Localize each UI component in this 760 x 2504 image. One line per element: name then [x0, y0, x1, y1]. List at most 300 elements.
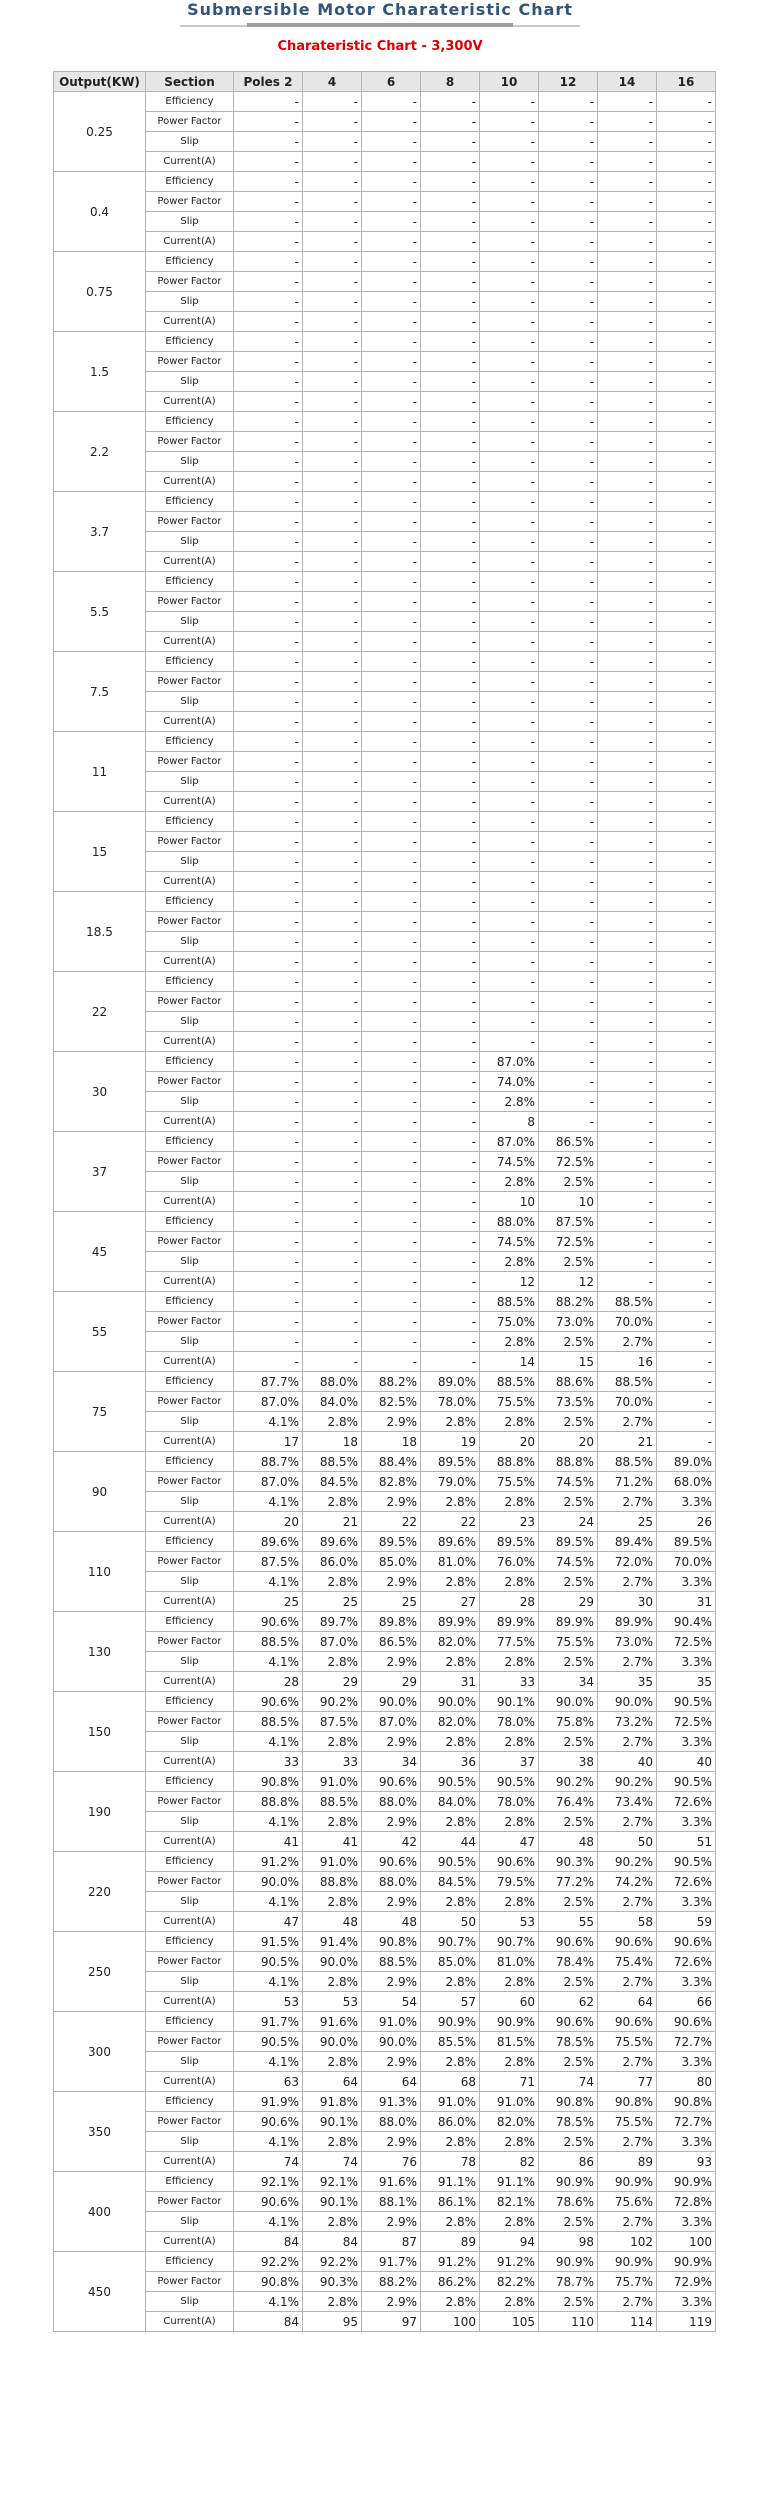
slip-value-cell: 2.8% [421, 1732, 480, 1752]
section-label-slip: Slip [146, 212, 234, 232]
power-factor-value-cell: 78.0% [480, 1792, 539, 1812]
section-label-current: Current(A) [146, 1192, 234, 1212]
section-label-power-factor: Power Factor [146, 1312, 234, 1332]
slip-value-cell: 4.1% [234, 1412, 303, 1432]
efficiency-value-cell: - [362, 652, 421, 672]
slip-value-cell: 2.8% [480, 1332, 539, 1352]
slip-value-cell: 4.1% [234, 1972, 303, 1992]
power-factor-value-cell: - [657, 592, 716, 612]
section-label-power-factor: Power Factor [146, 1712, 234, 1732]
power-factor-value-cell: - [421, 1152, 480, 1172]
efficiency-value-cell: 90.6% [362, 1772, 421, 1792]
efficiency-value-cell: - [421, 252, 480, 272]
current-value-cell: 16 [598, 1352, 657, 1372]
section-label-power-factor: Power Factor [146, 1952, 234, 1972]
slip-value-cell: 2.7% [598, 2052, 657, 2072]
slip-value-cell: 4.1% [234, 1492, 303, 1512]
current-value-cell: 30 [598, 1592, 657, 1612]
power-factor-value-cell: 75.7% [598, 2272, 657, 2292]
power-factor-value-cell: 75.8% [539, 1712, 598, 1732]
table-row [54, 552, 716, 572]
efficiency-value-cell: 90.6% [234, 1692, 303, 1712]
power-factor-value-cell: 75.0% [480, 1312, 539, 1332]
efficiency-value-cell: 91.8% [303, 2092, 362, 2112]
section-label-slip: Slip [146, 692, 234, 712]
power-factor-value-cell: 88.0% [362, 1792, 421, 1812]
slip-value-cell: - [303, 932, 362, 952]
table-row [54, 872, 716, 892]
efficiency-value-cell: - [657, 892, 716, 912]
efficiency-value-cell: 89.4% [598, 1532, 657, 1552]
current-value-cell: - [539, 152, 598, 172]
power-factor-value-cell: - [421, 272, 480, 292]
section-label-slip: Slip [146, 1652, 234, 1672]
table-row [54, 132, 716, 152]
section-label-power-factor: Power Factor [146, 2032, 234, 2052]
current-value-cell: 37 [480, 1752, 539, 1772]
slip-value-cell: 2.7% [598, 1412, 657, 1432]
section-label-efficiency: Efficiency [146, 1932, 234, 1952]
efficiency-value-cell: 91.4% [303, 1932, 362, 1952]
efficiency-value-cell: - [657, 412, 716, 432]
table-row [54, 312, 716, 332]
power-factor-value-cell: - [303, 992, 362, 1012]
current-value-cell: 77 [598, 2072, 657, 2092]
section-label-slip: Slip [146, 1572, 234, 1592]
slip-value-cell: - [421, 452, 480, 472]
power-factor-value-cell: - [234, 1312, 303, 1332]
power-factor-value-cell: 73.5% [539, 1392, 598, 1412]
efficiency-value-cell: - [657, 652, 716, 672]
table-row [54, 692, 716, 712]
table-row [54, 1632, 716, 1652]
power-factor-value-cell: 72.5% [657, 1712, 716, 1732]
efficiency-value-cell: - [362, 172, 421, 192]
slip-value-cell: - [657, 1172, 716, 1192]
efficiency-value-cell: - [539, 172, 598, 192]
power-factor-value-cell: 72.9% [657, 2272, 716, 2292]
section-label-power-factor: Power Factor [146, 592, 234, 612]
section-label-power-factor: Power Factor [146, 2272, 234, 2292]
section-label-current: Current(A) [146, 1512, 234, 1532]
slip-value-cell: - [362, 372, 421, 392]
header-output: Output(KW) [54, 72, 146, 92]
table-row [54, 512, 716, 532]
section-label-efficiency: Efficiency [146, 732, 234, 752]
power-factor-value-cell: - [539, 672, 598, 692]
power-factor-value-cell: 73.0% [598, 1632, 657, 1652]
current-value-cell: 71 [480, 2072, 539, 2092]
table-row [54, 1732, 716, 1752]
table-row [54, 1652, 716, 1672]
power-factor-value-cell: - [234, 272, 303, 292]
power-factor-value-cell: - [421, 112, 480, 132]
slip-value-cell: - [303, 1252, 362, 1272]
section-label-current: Current(A) [146, 1272, 234, 1292]
section-label-slip: Slip [146, 852, 234, 872]
current-value-cell: - [539, 312, 598, 332]
power-factor-value-cell: 72.5% [539, 1232, 598, 1252]
power-factor-value-cell: - [362, 1312, 421, 1332]
table-row [54, 492, 716, 512]
current-value-cell: - [421, 1272, 480, 1292]
power-factor-value-cell: 74.5% [539, 1552, 598, 1572]
section-label-efficiency: Efficiency [146, 572, 234, 592]
table-row [54, 752, 716, 772]
current-value-cell: 18 [303, 1432, 362, 1452]
slip-value-cell: 2.8% [480, 1812, 539, 1832]
slip-value-cell: - [421, 292, 480, 312]
current-value-cell: 29 [539, 1592, 598, 1612]
power-factor-value-cell: 74.5% [480, 1232, 539, 1252]
slip-value-cell: 3.3% [657, 1732, 716, 1752]
efficiency-value-cell: 89.5% [362, 1532, 421, 1552]
efficiency-value-cell: 90.8% [598, 2092, 657, 2112]
power-factor-value-cell: - [303, 672, 362, 692]
current-value-cell: - [362, 392, 421, 412]
efficiency-value-cell: - [539, 332, 598, 352]
slip-value-cell: - [362, 132, 421, 152]
slip-value-cell: 2.8% [303, 1412, 362, 1432]
power-factor-value-cell: 81.0% [480, 1952, 539, 1972]
current-value-cell: 26 [657, 1512, 716, 1532]
current-value-cell: 74 [303, 2152, 362, 2172]
slip-value-cell: - [598, 612, 657, 632]
efficiency-value-cell: - [303, 732, 362, 752]
output-kw-cell: 130 [54, 1612, 146, 1692]
table-row [54, 1892, 716, 1912]
current-value-cell: - [598, 472, 657, 492]
table-row [54, 1872, 716, 1892]
slip-value-cell: - [362, 852, 421, 872]
slip-value-cell: - [421, 772, 480, 792]
slip-value-cell: - [657, 1092, 716, 1112]
current-value-cell: 48 [303, 1912, 362, 1932]
table-row [54, 1052, 716, 1072]
section-label-slip: Slip [146, 292, 234, 312]
power-factor-value-cell: 88.1% [362, 2192, 421, 2212]
current-value-cell: - [362, 1352, 421, 1372]
current-value-cell: - [421, 232, 480, 252]
current-value-cell: - [657, 1432, 716, 1452]
slip-value-cell: - [303, 292, 362, 312]
current-value-cell: 20 [234, 1512, 303, 1532]
slip-value-cell: 2.5% [539, 2292, 598, 2312]
current-value-cell: - [234, 1192, 303, 1212]
slip-value-cell: 2.8% [480, 1572, 539, 1592]
table-row [54, 2112, 716, 2132]
current-value-cell: - [421, 792, 480, 812]
slip-value-cell: 2.8% [303, 2052, 362, 2072]
table-row [54, 2152, 716, 2172]
current-value-cell: - [303, 632, 362, 652]
slip-value-cell: 2.8% [303, 1572, 362, 1592]
efficiency-value-cell: - [303, 172, 362, 192]
power-factor-value-cell: 78.4% [539, 1952, 598, 1972]
efficiency-value-cell: 90.1% [480, 1692, 539, 1712]
power-factor-value-cell: 88.5% [234, 1632, 303, 1652]
slip-value-cell: 2.8% [421, 1412, 480, 1432]
slip-value-cell: 2.9% [362, 2052, 421, 2072]
power-factor-value-cell: 72.7% [657, 2112, 716, 2132]
efficiency-value-cell: - [362, 492, 421, 512]
current-value-cell: 74 [234, 2152, 303, 2172]
power-factor-value-cell: - [539, 432, 598, 452]
slip-value-cell: 2.5% [539, 1252, 598, 1272]
table-row [54, 412, 716, 432]
slip-value-cell: 2.8% [480, 1092, 539, 1112]
power-factor-value-cell: 87.0% [362, 1712, 421, 1732]
table-row [54, 772, 716, 792]
slip-value-cell: 2.7% [598, 1972, 657, 1992]
power-factor-value-cell: - [657, 1232, 716, 1252]
power-factor-value-cell: 75.5% [598, 2032, 657, 2052]
header-poles-16: 16 [657, 72, 716, 92]
power-factor-value-cell: - [362, 112, 421, 132]
current-value-cell: 25 [598, 1512, 657, 1532]
power-factor-value-cell: 88.0% [362, 2112, 421, 2132]
current-value-cell: 74 [539, 2072, 598, 2092]
efficiency-value-cell: - [421, 1052, 480, 1072]
power-factor-value-cell: - [421, 592, 480, 612]
section-label-efficiency: Efficiency [146, 92, 234, 112]
slip-value-cell: - [421, 212, 480, 232]
power-factor-value-cell: - [303, 432, 362, 452]
section-label-slip: Slip [146, 1812, 234, 1832]
output-kw-cell: 90 [54, 1452, 146, 1532]
current-value-cell: - [303, 472, 362, 492]
section-label-power-factor: Power Factor [146, 912, 234, 932]
power-factor-value-cell: 90.5% [234, 1952, 303, 1972]
slip-value-cell: - [539, 132, 598, 152]
table-row [54, 1832, 716, 1852]
table-row [54, 292, 716, 312]
section-label-power-factor: Power Factor [146, 1872, 234, 1892]
current-value-cell: - [421, 552, 480, 572]
table-row [54, 1952, 716, 1972]
section-label-current: Current(A) [146, 712, 234, 732]
current-value-cell: - [480, 792, 539, 812]
slip-value-cell: 2.8% [480, 1732, 539, 1752]
current-value-cell: - [234, 1272, 303, 1292]
slip-value-cell: - [480, 212, 539, 232]
table-row [54, 1252, 716, 1272]
efficiency-value-cell: 90.6% [598, 1932, 657, 1952]
power-factor-value-cell: - [362, 912, 421, 932]
section-label-current: Current(A) [146, 152, 234, 172]
efficiency-value-cell: 87.5% [539, 1212, 598, 1232]
slip-value-cell: 2.8% [480, 2052, 539, 2072]
section-label-current: Current(A) [146, 1112, 234, 1132]
current-value-cell: 110 [539, 2312, 598, 2332]
efficiency-value-cell: - [480, 492, 539, 512]
power-factor-value-cell: 87.0% [234, 1472, 303, 1492]
slip-value-cell: - [234, 1172, 303, 1192]
table-row [54, 1532, 716, 1552]
section-label-slip: Slip [146, 1732, 234, 1752]
slip-value-cell: - [539, 452, 598, 472]
current-value-cell: 53 [234, 1992, 303, 2012]
table-row [54, 1392, 716, 1412]
section-label-current: Current(A) [146, 2232, 234, 2252]
efficiency-value-cell: - [657, 1052, 716, 1072]
current-value-cell: 36 [421, 1752, 480, 1772]
power-factor-value-cell: - [539, 752, 598, 772]
efficiency-value-cell: 89.7% [303, 1612, 362, 1632]
efficiency-value-cell: - [657, 492, 716, 512]
efficiency-value-cell: - [539, 412, 598, 432]
slip-value-cell: 3.3% [657, 2132, 716, 2152]
current-value-cell: 76 [362, 2152, 421, 2172]
efficiency-value-cell: 89.9% [598, 1612, 657, 1632]
efficiency-value-cell: - [362, 252, 421, 272]
output-kw-cell: 220 [54, 1852, 146, 1932]
slip-value-cell: - [362, 532, 421, 552]
slip-value-cell: - [539, 372, 598, 392]
slip-value-cell: 2.9% [362, 1892, 421, 1912]
efficiency-value-cell: 90.2% [303, 1692, 362, 1712]
table-row [54, 272, 716, 292]
power-factor-value-cell: 90.1% [303, 2112, 362, 2132]
section-label-slip: Slip [146, 1332, 234, 1352]
table-row [54, 832, 716, 852]
efficiency-value-cell: - [421, 732, 480, 752]
header-poles-4: 4 [303, 72, 362, 92]
efficiency-value-cell: - [657, 972, 716, 992]
efficiency-value-cell: - [421, 892, 480, 912]
efficiency-value-cell: 90.5% [480, 1772, 539, 1792]
slip-value-cell: 2.9% [362, 1972, 421, 1992]
current-value-cell: - [598, 1272, 657, 1292]
slip-value-cell: - [234, 932, 303, 952]
slip-value-cell: - [303, 612, 362, 632]
slip-value-cell: - [539, 1012, 598, 1032]
current-value-cell: - [657, 1272, 716, 1292]
slip-value-cell: 2.5% [539, 1732, 598, 1752]
section-label-power-factor: Power Factor [146, 512, 234, 532]
power-factor-value-cell: - [598, 1152, 657, 1172]
section-label-current: Current(A) [146, 232, 234, 252]
current-value-cell: - [234, 232, 303, 252]
efficiency-value-cell: 87.0% [480, 1132, 539, 1152]
slip-value-cell: 2.8% [303, 2212, 362, 2232]
slip-value-cell: - [480, 1012, 539, 1032]
power-factor-value-cell: - [421, 912, 480, 932]
power-factor-value-cell: - [362, 992, 421, 1012]
power-factor-value-cell: 73.4% [598, 1792, 657, 1812]
current-value-cell: 20 [480, 1432, 539, 1452]
current-value-cell: 98 [539, 2232, 598, 2252]
section-label-slip: Slip [146, 532, 234, 552]
efficiency-value-cell: - [303, 252, 362, 272]
current-value-cell: - [303, 392, 362, 412]
efficiency-value-cell: 89.0% [421, 1372, 480, 1392]
slip-value-cell: - [657, 1252, 716, 1272]
efficiency-value-cell: - [303, 92, 362, 112]
slip-value-cell: 2.7% [598, 2292, 657, 2312]
slip-value-cell: - [303, 1172, 362, 1192]
current-value-cell: - [303, 1032, 362, 1052]
table-row [54, 1372, 716, 1392]
current-value-cell: - [421, 1032, 480, 1052]
current-value-cell: - [362, 152, 421, 172]
table-row [54, 712, 716, 732]
current-value-cell: - [303, 1192, 362, 1212]
efficiency-value-cell: 88.2% [362, 1372, 421, 1392]
current-value-cell: - [598, 632, 657, 652]
efficiency-value-cell: - [598, 652, 657, 672]
current-value-cell: 84 [303, 2232, 362, 2252]
power-factor-value-cell: 74.2% [598, 1872, 657, 1892]
efficiency-value-cell: 90.9% [598, 2172, 657, 2192]
current-value-cell: - [598, 1192, 657, 1212]
power-factor-value-cell: - [362, 592, 421, 612]
power-factor-value-cell: 72.6% [657, 1872, 716, 1892]
power-factor-value-cell: 90.1% [303, 2192, 362, 2212]
efficiency-value-cell: - [303, 492, 362, 512]
power-factor-value-cell: - [539, 512, 598, 532]
table-row [54, 2232, 716, 2252]
current-value-cell: - [362, 232, 421, 252]
section-label-power-factor: Power Factor [146, 2192, 234, 2212]
current-value-cell: - [657, 632, 716, 652]
slip-value-cell: 2.7% [598, 2212, 657, 2232]
table-row [54, 372, 716, 392]
current-value-cell: - [657, 152, 716, 172]
current-value-cell: 94 [480, 2232, 539, 2252]
current-value-cell: - [234, 792, 303, 812]
slip-value-cell: - [234, 1332, 303, 1352]
current-value-cell: - [234, 472, 303, 492]
power-factor-value-cell: 77.2% [539, 1872, 598, 1892]
current-value-cell: 25 [303, 1592, 362, 1612]
power-factor-value-cell: - [303, 752, 362, 772]
efficiency-value-cell: 90.6% [234, 1612, 303, 1632]
slip-value-cell: 2.8% [421, 2212, 480, 2232]
power-factor-value-cell: - [362, 512, 421, 532]
power-factor-value-cell: - [598, 1232, 657, 1252]
slip-value-cell: - [234, 612, 303, 632]
current-value-cell: - [234, 952, 303, 972]
section-label-slip: Slip [146, 2292, 234, 2312]
slip-value-cell: 4.1% [234, 1812, 303, 1832]
slip-value-cell: 2.8% [303, 1492, 362, 1512]
output-kw-cell: 75 [54, 1372, 146, 1452]
current-value-cell: 47 [234, 1912, 303, 1932]
power-factor-value-cell: - [234, 192, 303, 212]
power-factor-value-cell: 75.5% [480, 1392, 539, 1412]
section-label-power-factor: Power Factor [146, 1472, 234, 1492]
power-factor-value-cell: 78.6% [539, 2192, 598, 2212]
slip-value-cell: 2.8% [303, 2292, 362, 2312]
efficiency-value-cell: - [234, 332, 303, 352]
efficiency-value-cell: - [657, 92, 716, 112]
power-factor-value-cell: 82.0% [421, 1632, 480, 1652]
current-value-cell: - [362, 312, 421, 332]
table-row [54, 2032, 716, 2052]
current-value-cell: 64 [598, 1992, 657, 2012]
table-row [54, 2192, 716, 2212]
slip-value-cell: - [598, 1172, 657, 1192]
slip-value-cell: - [421, 852, 480, 872]
title-divider-accent [247, 23, 513, 27]
current-value-cell: - [657, 952, 716, 972]
efficiency-value-cell: - [480, 732, 539, 752]
slip-value-cell: - [303, 132, 362, 152]
efficiency-value-cell: - [598, 412, 657, 432]
efficiency-value-cell: 91.7% [234, 2012, 303, 2032]
current-value-cell: 48 [362, 1912, 421, 1932]
